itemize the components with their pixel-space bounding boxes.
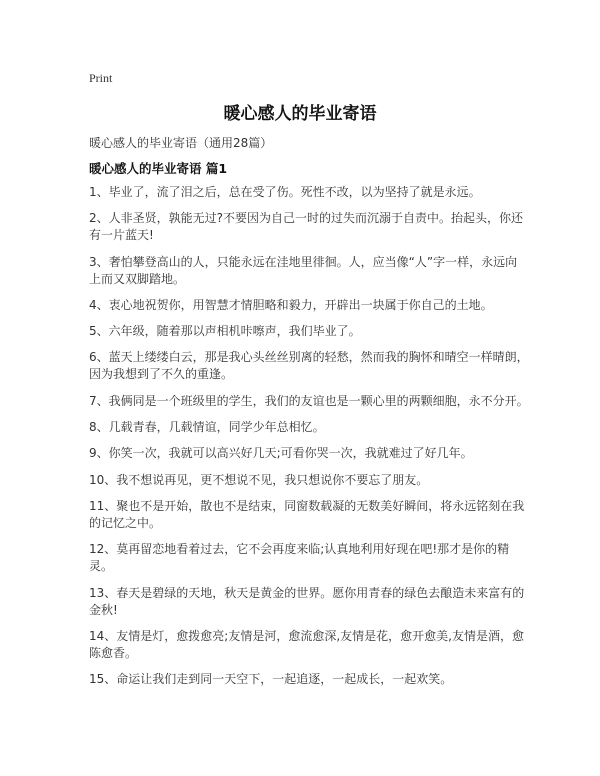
list-item: 5、六年级，随着那以声相机咔嚓声，我们毕业了。 xyxy=(89,324,361,339)
blessing-list xyxy=(89,184,529,697)
list-item: 11、聚也不是开始，散也不是结束，同窗数载凝的无数美好瞬间，将永远铭刻在我的记忆之中。 xyxy=(89,498,525,530)
list-item: 9、你笑一次，我就可以高兴好几天;可看你哭一次，我就难过了好几年。 xyxy=(89,446,473,461)
list-item: 12、莫再留恋地看着过去，它不会再度来临;认真地利用好现在吧!那才是你的精灵。 xyxy=(89,542,510,574)
list-item: 3、奢怕攀登高山的人，只能永远在洼地里徘徊。人，应当像“人”字一样，永远向上而又双脚踏地。 xyxy=(89,254,518,286)
list-item: 2、人非圣贤，孰能无过?不要因为自己一时的过失而沉溺于自责中。抬起头，你还有一片蓝天! xyxy=(89,211,524,243)
list-item: 14、友情是灯，愈拨愈亮;友情是河，愈流愈深,友情是花，愈开愈美,友情是酒，愈陈愈香。 xyxy=(89,628,524,660)
page-title: 暖心感人的毕业寄语 xyxy=(223,104,377,124)
list-item: 8、几载青春，几载情谊，同学少年总相忆。 xyxy=(89,420,325,435)
list-item: 1、毕业了，流了泪之后，总在受了伤。死性不改，以为坚持了就是永远。 xyxy=(89,185,481,199)
list-item: 13、春天是碧绿的天地，秋天是黄金的世界。愿你用青春的绿色去酿造未来富有的金秋! xyxy=(89,585,525,617)
section-heading: 暖心感人的毕业寄语 篇1 xyxy=(89,161,228,176)
list-item: 7、我俩同是一个班级里的学生，我们的友谊也是一颗心里的两颗细胞，永不分开。 xyxy=(89,393,529,408)
document-subtitle: 暖心感人的毕业寄语（通用28篇） xyxy=(89,136,273,150)
list-item: 4、衷心地祝贺你，用智慧才情胆略和毅力，开辟出一块属于你自己的土地。 xyxy=(89,297,493,312)
list-item: 15、命运让我们走到同一天空下，一起追逐，一起成长，一起欢笑。 xyxy=(89,672,453,687)
list-item: 6、蓝天上缕缕白云，那是我心头丝丝别离的轻愁，然而我的胸怀和晴空一样晴朗，因为我想到了不久的重逢。 xyxy=(89,350,529,382)
print-link[interactable]: Print xyxy=(89,71,113,85)
list-item: 10、我不想说再见，更不想说不见，我只想说你不要忘了朋友。 xyxy=(89,472,429,487)
